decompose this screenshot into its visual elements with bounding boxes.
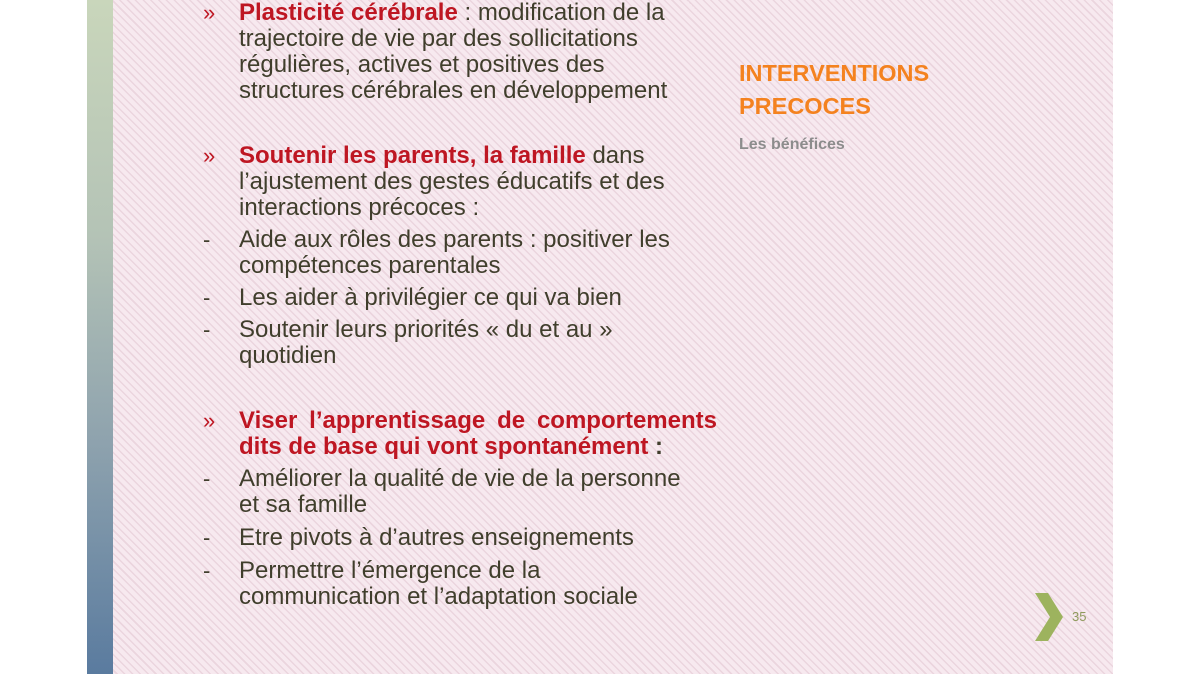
section-2-item-3-line-1 (203, 316, 613, 343)
dash-marker: - (203, 558, 211, 583)
bullet-emphasis: Soutenir les parents, la famille (239, 142, 586, 169)
section-2-item-1-line-1 (203, 226, 670, 253)
slide-title-line-2: PRECOCES (739, 93, 871, 119)
section-3-line-2 (239, 434, 663, 460)
section-1-line-3: régulières, actives et positives des (239, 51, 605, 78)
bullet-marker: » (203, 143, 216, 168)
slide-subtitle: Les bénéfices (739, 136, 845, 153)
page-number: 35 (1072, 609, 1087, 624)
chevron-right-icon[interactable] (1033, 591, 1065, 643)
bullet-marker: » (203, 0, 216, 25)
bullet-colon: : (648, 433, 664, 460)
bullet-emphasis: Viser l’apprentissage de comportements (239, 407, 717, 434)
section-2-line-1 (203, 142, 645, 169)
section-1-line-4: structures cérébrales en développement (239, 77, 668, 104)
section-1-line-2: trajectoire de vie par des sollicitations (239, 25, 638, 52)
dash-marker: - (203, 466, 211, 491)
bullet-emphasis: dits de base qui vont spontanément (239, 433, 649, 460)
item-text: Etre pivots à d’autres enseignements (239, 524, 634, 551)
slide-side-bar (87, 0, 113, 674)
section-3-item-3-line-2: communication et l’adaptation sociale (239, 583, 638, 610)
bullet-text: : modification de la (457, 0, 665, 26)
bullet-marker: » (203, 408, 216, 433)
section-2-item-3-line-2: quotidien (239, 342, 337, 369)
item-text: Améliorer la qualité de vie de la personne (239, 465, 681, 492)
section-2-item-1-line-2: compétences parentales (239, 252, 501, 279)
bullet-emphasis: Plasticité cérébrale (239, 0, 458, 26)
item-text: Aide aux rôles des parents : positiver les (239, 226, 670, 253)
section-2-line-2: l’ajustement des gestes éducatifs et des (239, 168, 665, 195)
section-2-item-2-line-1 (203, 284, 622, 311)
section-3-item-3-line-1 (203, 557, 541, 584)
section-3-item-1-line-2: et sa famille (239, 491, 368, 518)
section-3-item-1-line-1 (203, 465, 681, 492)
dash-marker: - (203, 525, 211, 550)
dash-marker: - (203, 285, 211, 310)
section-3-item-2-line-1 (203, 524, 634, 551)
dash-marker: - (203, 227, 211, 252)
section-2-line-3: interactions précoces : (239, 194, 480, 221)
bullet-text: dans (585, 142, 645, 169)
section-1-line-1 (203, 0, 665, 26)
slide-title-line-1: INTERVENTIONS (739, 60, 930, 86)
section-3-line-1 (203, 407, 717, 434)
item-text: Soutenir leurs priorités « du et au » (239, 316, 613, 343)
item-text: Les aider à privilégier ce qui va bien (239, 284, 622, 311)
item-text: Permettre l’émergence de la (239, 557, 541, 584)
chevron-shape (1035, 593, 1063, 641)
dash-marker: - (203, 317, 211, 342)
